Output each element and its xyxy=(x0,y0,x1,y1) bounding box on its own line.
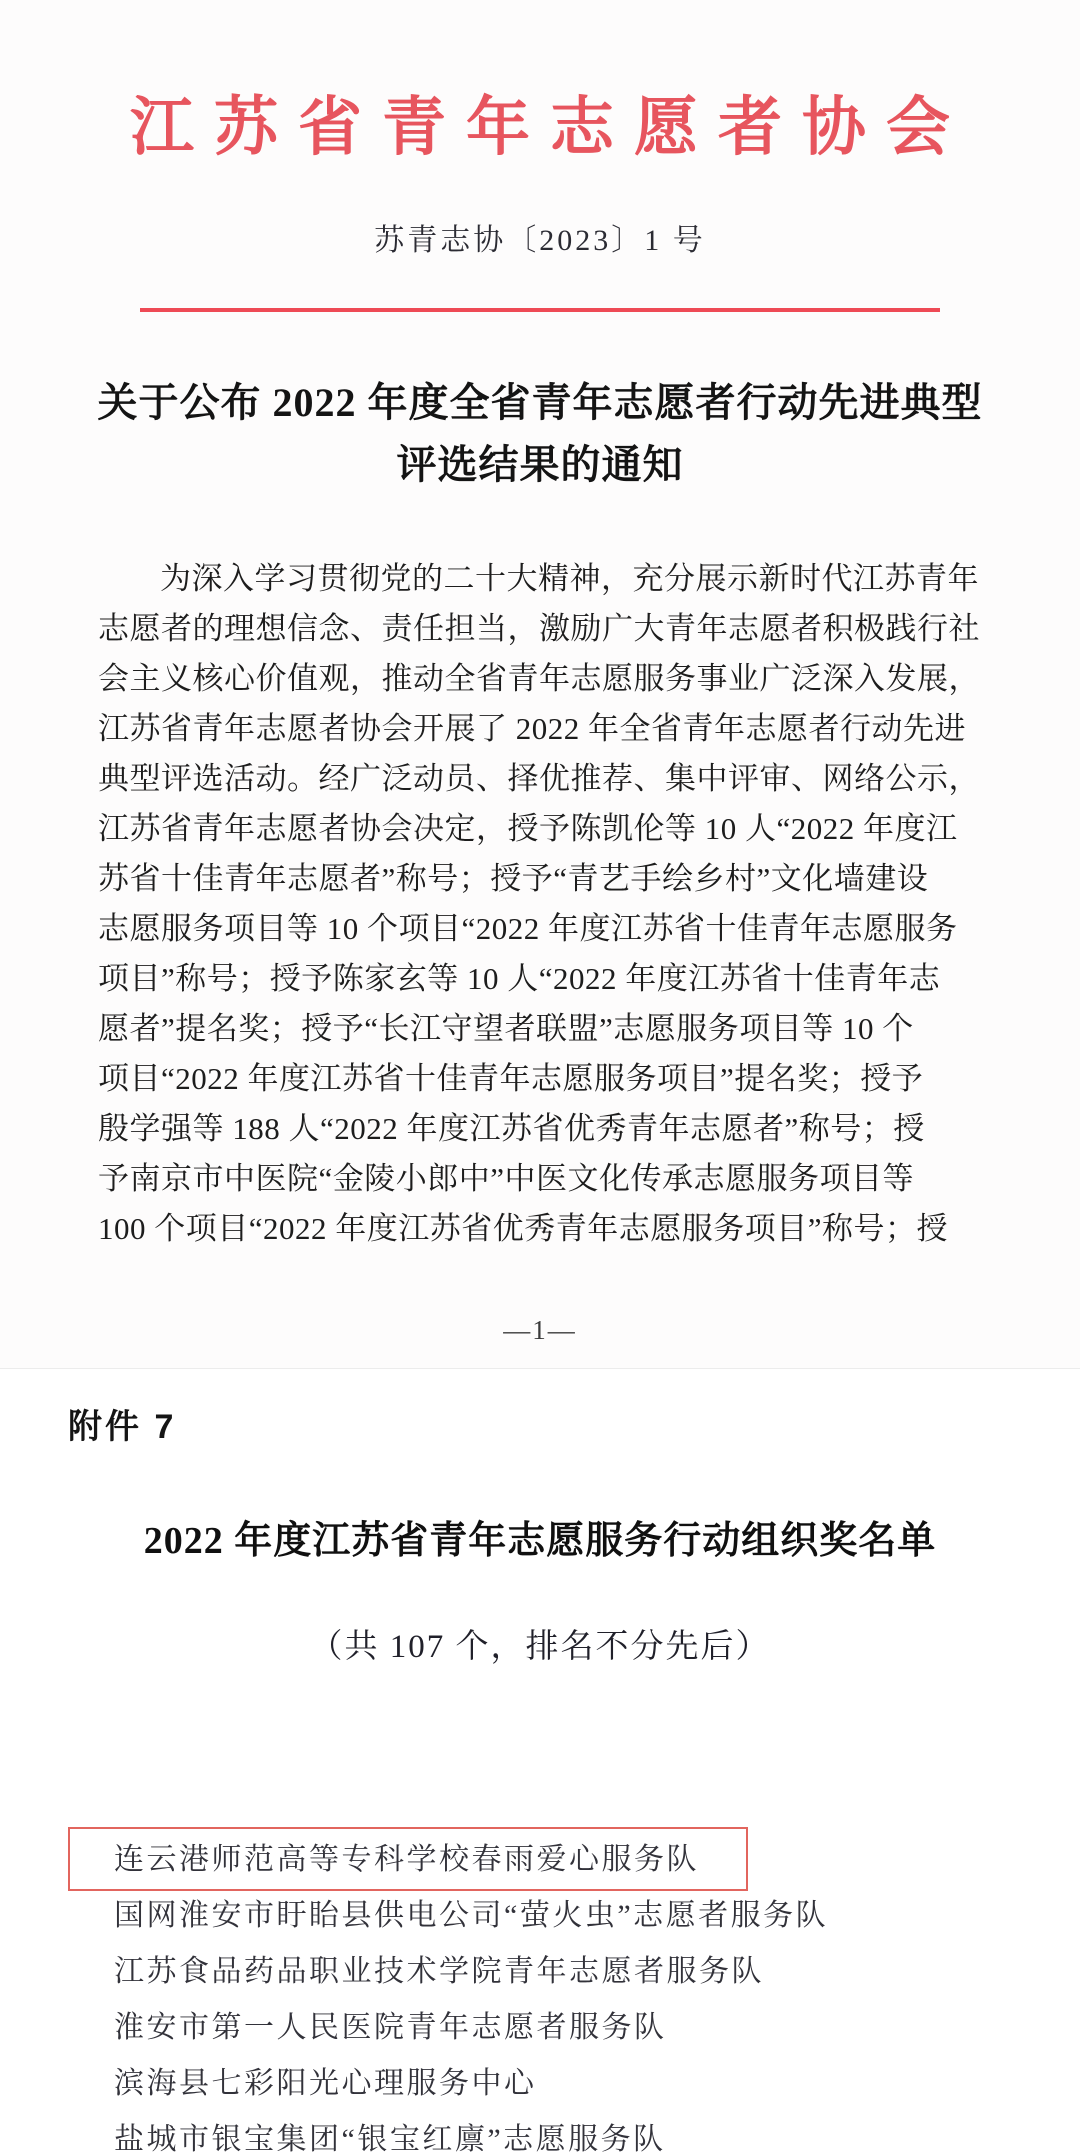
red-divider-line xyxy=(140,308,940,312)
body-line: 项目“2022 年度江苏省十佳青年志愿服务项目”提名奖；授予 xyxy=(98,1061,924,1096)
award-list-subtitle: （共 107 个，排名不分先后） xyxy=(309,1629,771,1665)
body-line: 会主义核心价值观，推动全省青年志愿服务事业广泛深入发展， xyxy=(98,661,980,696)
award-list-item: 国网淮安市盱眙县供电公司“萤火虫”志愿者服务队 xyxy=(114,1899,829,1932)
notice-title xyxy=(0,372,1080,496)
award-list-item: 江苏食品药品职业技术学院青年志愿者服务队 xyxy=(114,1955,764,1988)
notice-body xyxy=(98,554,982,1254)
body-line: 江苏省青年志愿者协会开展了 2022 年全省青年志愿者行动先进 xyxy=(98,711,966,746)
issuing-org-title: 江苏省青年志愿者协会 xyxy=(130,92,970,163)
body-line: 100 个项目“2022 年度江苏省优秀青年志愿服务项目”称号；授 xyxy=(98,1211,949,1246)
body-line: 志愿服务项目等 10 个项目“2022 年度江苏省十佳青年志愿服务 xyxy=(98,911,958,946)
attachment-page xyxy=(0,1369,1080,2156)
body-line: 典型评选活动。经广泛动员、择优推荐、集中评审、网络公示， xyxy=(98,761,980,796)
body-line: 为深入学习贯彻党的二十大精神，充分展示新时代江苏青年 xyxy=(160,561,979,596)
award-list-title: 2022 年度江苏省青年志愿服务行动组织奖名单 xyxy=(143,1520,937,1562)
body-line: 予南京市中医院“金陵小郎中”中医文化传承志愿服务项目等 xyxy=(98,1161,915,1196)
body-line: 愿者”提名奖；授予“长江守望者联盟”志愿服务项目等 10 个 xyxy=(98,1011,914,1046)
award-list-item: 淮安市第一人民医院青年志愿者服务队 xyxy=(114,2011,667,2044)
body-line: 项目”称号；授予陈家玄等 10 人“2022 年度江苏省十佳青年志 xyxy=(98,961,941,996)
award-list-item: 连云港师范高等专科学校春雨爱心服务队 xyxy=(114,1832,1080,1888)
page-number: —1— xyxy=(503,1315,577,1345)
award-list xyxy=(114,1832,1080,2156)
document-number: 苏青志协〔2023〕1 号 xyxy=(374,224,706,257)
notice-title-line-1: 关于公布 2022 年度全省青年志愿者行动先进典型 xyxy=(97,380,983,425)
body-line: 志愿者的理想信念、责任担当，激励广大青年志愿者积极践行社 xyxy=(98,611,980,646)
body-line: 苏省十佳青年志愿者”称号；授予“青艺手绘乡村”文化墙建设 xyxy=(98,861,929,896)
body-line: 江苏省青年志愿者协会决定，授予陈凯伦等 10 人“2022 年度江 xyxy=(98,811,958,846)
notice-title-line-2: 评选结果的通知 xyxy=(396,442,684,487)
award-list-item: 滨海县七彩阳光心理服务中心 xyxy=(114,2067,537,2100)
body-line: 殷学强等 188 人“2022 年度江苏省优秀青年志愿者”称号；授 xyxy=(98,1111,925,1146)
award-list-item: 盐城市银宝集团“银宝红廪”志愿服务队 xyxy=(114,2123,666,2156)
attachment-label: 附件 7 xyxy=(68,1408,177,1446)
